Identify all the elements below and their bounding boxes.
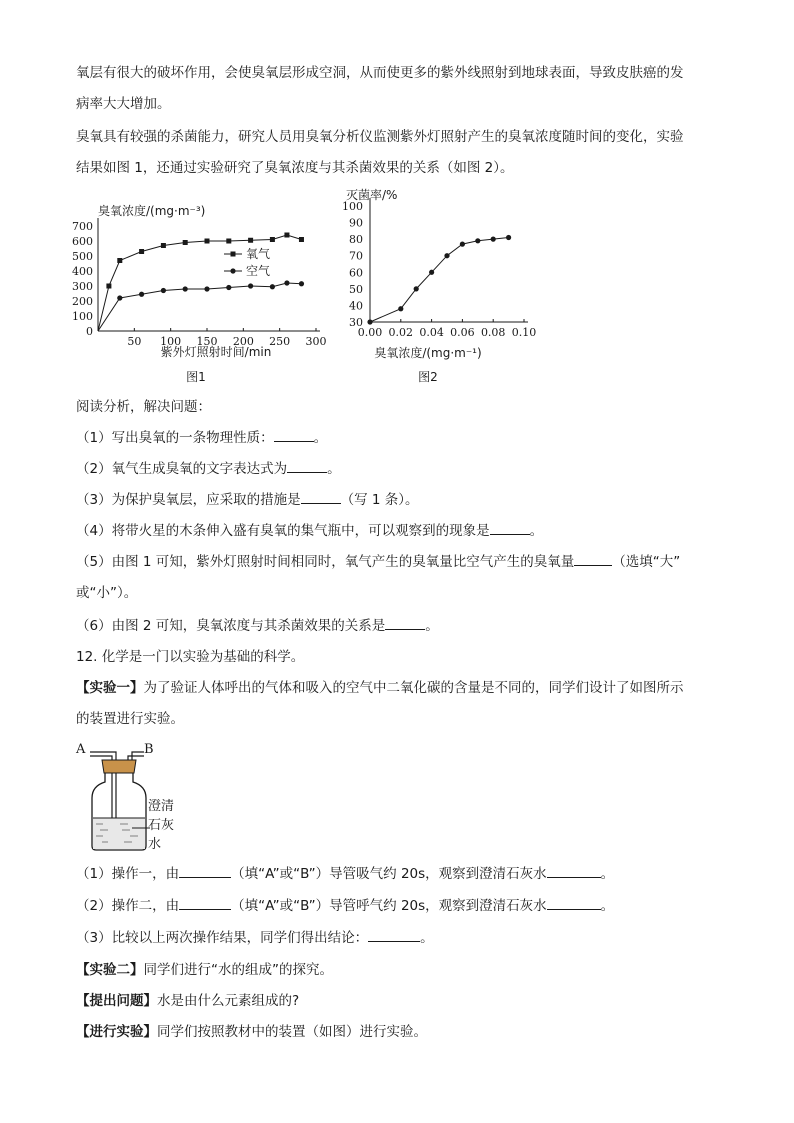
question-2: （2）氧气生成臭氧的文字表达式为 。 xyxy=(76,456,716,482)
x-axis-title: 臭氧浓度/(mg·m⁻¹) xyxy=(374,346,482,360)
y-tick-label: 600 xyxy=(72,235,93,248)
intro-line-1: 氧层有很大的破坏作用，会使臭氧层形成空洞，从而使更多的紫外线照射到地球表面，导致皮肤癌的发 xyxy=(76,65,684,81)
data-point xyxy=(367,319,372,324)
y-tick-label: 60 xyxy=(349,266,363,280)
ask-tag: 【提出问题】 xyxy=(76,993,157,1009)
exp1-line-1: 【实验一】为了验证人体呼出的气体和吸入的空气中二氧化碳的含量是不同的，同学们设计了如图所示 xyxy=(76,680,684,696)
y-tick-label: 100 xyxy=(72,310,93,323)
x-tick-label: 0.02 xyxy=(388,326,414,339)
data-point xyxy=(506,235,511,240)
x-tick-label: 50 xyxy=(127,335,142,348)
x-tick-label: 150 xyxy=(196,335,218,348)
data-point xyxy=(270,237,275,242)
exp1-line-2: 的装置进行实验。 xyxy=(76,711,184,727)
intro-line-3: 臭氧具有较强的杀菌能力，研究人员用臭氧分析仪监测紫外灯照射产生的臭氧浓度随时间的变化，实验 xyxy=(76,129,684,145)
question-6: （6）由图 2 可知，臭氧浓度与其杀菌效果的关系是 。 xyxy=(76,613,716,639)
x-axis-title: 紫外灯照射时间/min xyxy=(160,345,272,359)
legend-label: 氧气 xyxy=(246,247,271,261)
data-point xyxy=(106,284,111,289)
step-1: （1）操作一，由 （填“A”或“B”）导管吸气约 20s，观察到澄清石灰水 。 xyxy=(76,861,716,887)
label-b: B xyxy=(144,742,154,757)
y-tick-label: 700 xyxy=(72,220,93,233)
figure-caption: 图1 xyxy=(186,370,206,384)
answer-blank[interactable] xyxy=(179,895,231,910)
x-tick-label: 300 xyxy=(305,335,327,348)
series-line-1 xyxy=(370,237,509,322)
question-1: （1）写出臭氧的一条物理性质： 。 xyxy=(76,425,716,451)
x-tick-label: 0.04 xyxy=(419,326,444,339)
data-point xyxy=(204,286,209,291)
step-2: （2）操作二，由 （填“A”或“B”）导管呼气约 20s，观察到澄清石灰水 。 xyxy=(76,893,716,919)
y-axis-title: 臭氧浓度/(mg·m⁻³) xyxy=(98,204,206,218)
y-tick-label: 100 xyxy=(342,200,363,213)
y-tick-label: 200 xyxy=(72,295,93,308)
data-point xyxy=(205,239,210,244)
data-point xyxy=(117,258,122,263)
y-tick-label: 500 xyxy=(72,250,93,263)
y-tick-label: 300 xyxy=(72,280,93,293)
do-line: 【进行实验】同学们按照教材中的装置（如图）进行实验。 xyxy=(76,1024,427,1040)
y-tick-label: 30 xyxy=(349,316,363,329)
data-point xyxy=(429,270,434,275)
answer-blank[interactable] xyxy=(368,927,420,942)
intro-line-4: 结果如图 1，还通过实验研究了臭氧浓度与其杀菌效果的关系（如图 2）。 xyxy=(76,160,514,176)
y-tick-label: 80 xyxy=(349,233,363,247)
series-line-1 xyxy=(98,235,301,331)
x-tick-label: 0.06 xyxy=(450,326,475,339)
answer-blank[interactable] xyxy=(547,863,601,878)
data-point xyxy=(299,237,304,242)
x-tick-label: 250 xyxy=(269,335,291,348)
data-point xyxy=(183,240,188,245)
exp2-line: 【实验二】同学们进行“水的组成”的探究。 xyxy=(76,962,333,978)
answer-blank[interactable] xyxy=(179,863,231,878)
lime-water-label-3: 水 xyxy=(148,837,162,852)
lime-water-label-1: 澄清 xyxy=(148,799,175,814)
data-point xyxy=(248,238,253,243)
data-point xyxy=(139,292,144,297)
data-point xyxy=(284,233,289,238)
data-point xyxy=(270,284,275,289)
lime-water-label-2: 石灰 xyxy=(148,818,175,833)
data-point xyxy=(398,306,403,311)
y-tick-label: 90 xyxy=(349,216,363,230)
x-tick-label: 200 xyxy=(232,335,254,348)
data-point xyxy=(117,295,122,300)
series-line-2 xyxy=(98,283,301,331)
data-point xyxy=(414,286,419,291)
x-tick-label: 100 xyxy=(160,335,182,348)
legend-marker xyxy=(230,268,235,273)
question-5-cont: 或“小”）。 xyxy=(76,585,138,601)
answer-blank[interactable] xyxy=(547,895,601,910)
q12-title: 12. 化学是一门以实验为基础的科学。 xyxy=(76,649,305,665)
step-3: （3）比较以上两次操作结果，同学们得出结论： 。 xyxy=(76,925,716,951)
y-tick-label: 0 xyxy=(86,325,93,338)
data-point xyxy=(161,288,166,293)
figure-caption: 图2 xyxy=(418,370,438,384)
legend-label: 空气 xyxy=(246,264,271,278)
stopper xyxy=(102,760,136,773)
do-tag: 【进行实验】 xyxy=(76,1024,157,1040)
answer-blank[interactable] xyxy=(301,489,341,504)
answer-blank[interactable] xyxy=(274,427,314,442)
y-axis-title: 灭菌率/% xyxy=(346,188,398,202)
figures xyxy=(0,0,794,400)
data-point xyxy=(284,280,289,285)
answer-blank[interactable] xyxy=(287,458,327,473)
label-a: A xyxy=(76,742,86,757)
x-tick-label: 0.10 xyxy=(511,326,537,339)
question-3: （3）为保护臭氧层，应采取的措施是 （写 1 条）。 xyxy=(76,487,716,513)
data-point xyxy=(491,237,496,242)
x-tick-label: 0.00 xyxy=(357,326,383,339)
question-4: （4）将带火星的木条伸入盛有臭氧的集气瓶中，可以观察到的现象是 。 xyxy=(76,518,716,544)
gas-bottle-apparatus xyxy=(70,738,200,856)
answer-blank[interactable] xyxy=(574,551,612,566)
lime-water xyxy=(93,818,145,849)
data-point xyxy=(248,283,253,288)
data-point xyxy=(226,285,231,290)
data-point xyxy=(444,253,449,258)
data-point xyxy=(475,238,480,243)
answer-blank[interactable] xyxy=(385,615,425,630)
question-5: （5）由图 1 可知，紫外灯照射时间相同时，氧气产生的臭氧量比空气产生的臭氧量 （选填“大” xyxy=(76,549,716,575)
data-point xyxy=(299,281,304,286)
data-point xyxy=(460,242,465,247)
y-tick-label: 400 xyxy=(72,265,93,278)
data-point xyxy=(183,286,188,291)
y-tick-label: 70 xyxy=(349,249,363,263)
analysis-heading: 阅读分析，解决问题： xyxy=(76,399,211,415)
answer-blank[interactable] xyxy=(490,520,530,535)
x-tick-label: 0.08 xyxy=(480,326,506,339)
ask-line: 【提出问题】水是由什么元素组成的? xyxy=(76,993,300,1009)
intro-line-2: 病率大大增加。 xyxy=(76,96,171,112)
exp1-tag: 【实验一】 xyxy=(76,680,144,696)
y-tick-label: 50 xyxy=(349,282,363,296)
data-point xyxy=(161,243,166,248)
y-tick-label: 40 xyxy=(349,299,363,313)
exp2-tag: 【实验二】 xyxy=(76,962,144,978)
data-point xyxy=(139,249,144,254)
data-point xyxy=(226,239,231,244)
legend-marker xyxy=(231,252,236,257)
